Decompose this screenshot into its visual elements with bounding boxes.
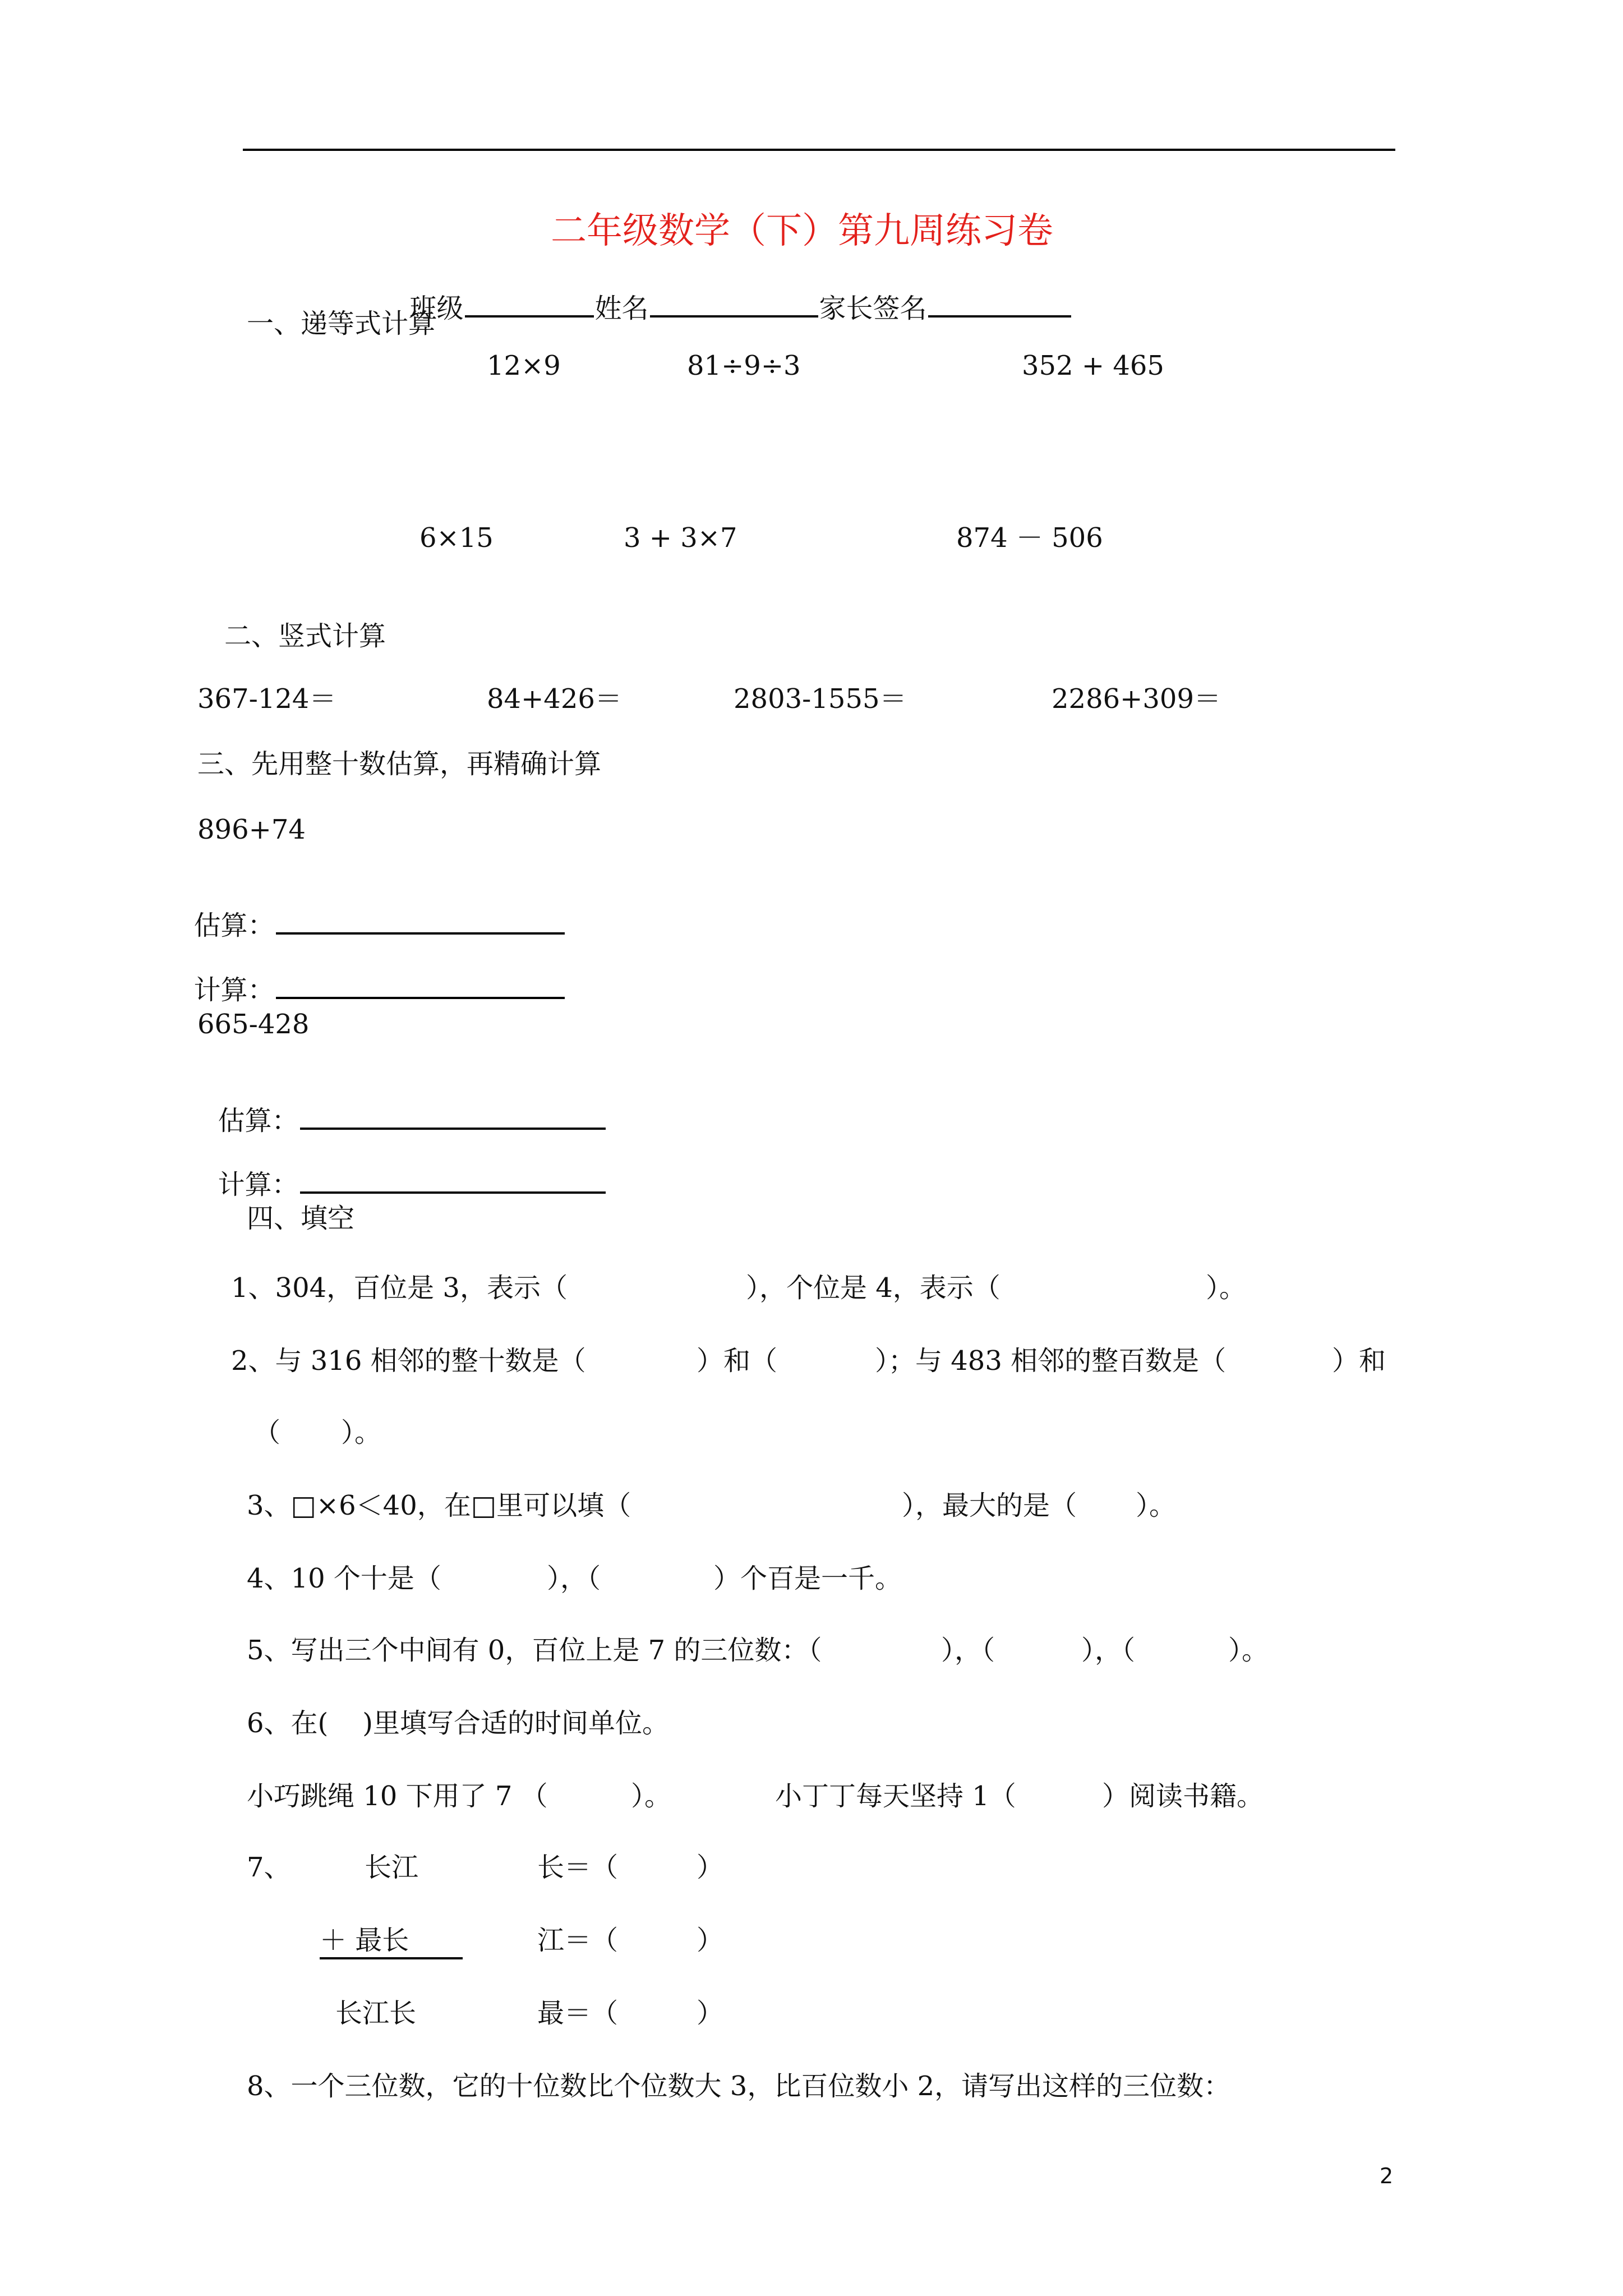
s1-problem-3: 352 + 465 [1022, 350, 1164, 381]
s1-problem-6: 874 － 506 [956, 522, 1103, 554]
name-blank[interactable] [650, 291, 818, 318]
calc-blank-2[interactable] [300, 1167, 606, 1194]
q6-b: ）。 [631, 1780, 672, 1812]
q4-c: ）个百是一千。 [713, 1563, 902, 1594]
s1-problem-5: 3 + 3×7 [624, 522, 737, 554]
q7-eq-3-close: ） [697, 1998, 724, 2029]
s3-problem-2: 665-428 [197, 1009, 310, 1040]
q7-number: 7、 [247, 1852, 291, 1883]
q2-f: ）。 [341, 1417, 382, 1448]
name-label: 姓名 [594, 293, 649, 324]
q2-b: ）和（ [697, 1345, 778, 1377]
section1-heading: 一、递等式计算 [247, 308, 436, 339]
s2-problem-4: 2286+309＝ [1052, 683, 1221, 715]
q8-text: 8、一个三位数，它的十位数比个位数大 3，比百位数小 2，请写出这样的三位数： [247, 2070, 1231, 2102]
q2-c: ）；与 483 相邻的整百数是（ [875, 1345, 1227, 1377]
s1-problem-4: 6×15 [419, 522, 494, 554]
s1-problem-1: 12×9 [487, 350, 561, 381]
q1-a: 1、304，百位是 3，表示（ [231, 1272, 568, 1304]
header-rule [243, 149, 1395, 151]
q4-b: ），（ [547, 1563, 601, 1594]
q7-addend-1: 长江 [365, 1852, 419, 1883]
q6-prompt: 6、在( )里填写合适的时间单位。 [247, 1708, 670, 1739]
q7-eq-1: 长＝（ [537, 1852, 619, 1883]
section2-heading: 二、竖式计算 [224, 620, 386, 652]
q7-eq-1-close: ） [697, 1852, 724, 1883]
calc-blank-1[interactable] [276, 972, 565, 999]
section3-heading: 三、先用整十数估算，再精确计算 [197, 748, 602, 780]
estimate-blank-1[interactable] [276, 908, 565, 935]
section4-heading: 四、填空 [247, 1203, 355, 1234]
q5-c: ），（ [1081, 1635, 1136, 1666]
q3-b: ），最大的是（ [902, 1490, 1077, 1521]
q1-b: ），个位是 4，表示（ [746, 1272, 1000, 1304]
estimate-label: 估算： [193, 910, 275, 941]
q3-a: 3、□×6＜40，在□里可以填（ [247, 1490, 631, 1521]
s3-problem-1: 896+74 [197, 814, 306, 845]
s3-calc-row-2 [201, 1140, 607, 1198]
q6-c: 小丁丁每天坚持 1（ [775, 1780, 1016, 1812]
q5-d: ）。 [1228, 1635, 1269, 1666]
q4-a: 4、10 个十是（ [247, 1563, 441, 1594]
q6-a: 小巧跳绳 10 下用了 7 （ [247, 1780, 548, 1812]
estimate-blank-2[interactable] [300, 1103, 606, 1130]
q5-b: ），（ [941, 1635, 995, 1666]
page-number: 2 [1380, 2164, 1394, 2188]
q2-a: 2、与 316 相邻的整十数是（ [231, 1345, 586, 1377]
q7-addend-2: ＋ 最长 [320, 1927, 463, 1959]
calc-label: 计算： [193, 974, 275, 1006]
s2-problem-2: 84+426＝ [487, 683, 622, 715]
q5-a: 5、写出三个中间有 0，百位上是 7 的三位数：（ [247, 1635, 822, 1666]
s3-calc-row-1 [177, 945, 566, 1004]
q7-sum: 长江长 [335, 1998, 417, 2029]
parent-signature-label: 家长签名 [819, 293, 927, 324]
q7-eq-3: 最＝（ [537, 1998, 619, 2029]
estimate-label: 估算： [218, 1105, 299, 1137]
student-info-line [393, 264, 1072, 322]
class-label: 班级 [409, 293, 464, 324]
q7-eq-2-close: ） [697, 1925, 724, 1956]
s2-problem-1: 367-124＝ [197, 683, 336, 715]
s1-problem-2: 81÷9÷3 [687, 350, 801, 381]
page-title: 二年级数学（下）第九周练习卷 [551, 210, 1053, 252]
calc-label: 计算： [218, 1169, 299, 1200]
parent-signature-blank[interactable] [928, 291, 1071, 318]
q3-c: ）。 [1136, 1490, 1177, 1521]
class-blank[interactable] [465, 291, 594, 318]
q1-c: ）。 [1206, 1272, 1247, 1304]
q6-d: ）阅读书籍。 [1102, 1780, 1264, 1812]
s3-estimate-row-1 [177, 881, 566, 939]
q2-d: ）和 [1332, 1345, 1386, 1377]
s3-estimate-row-2 [201, 1076, 607, 1137]
q7-eq-2: 江＝（ [537, 1925, 619, 1956]
q2-e: （ [253, 1417, 281, 1448]
s2-problem-3: 2803-1555＝ [734, 683, 907, 715]
